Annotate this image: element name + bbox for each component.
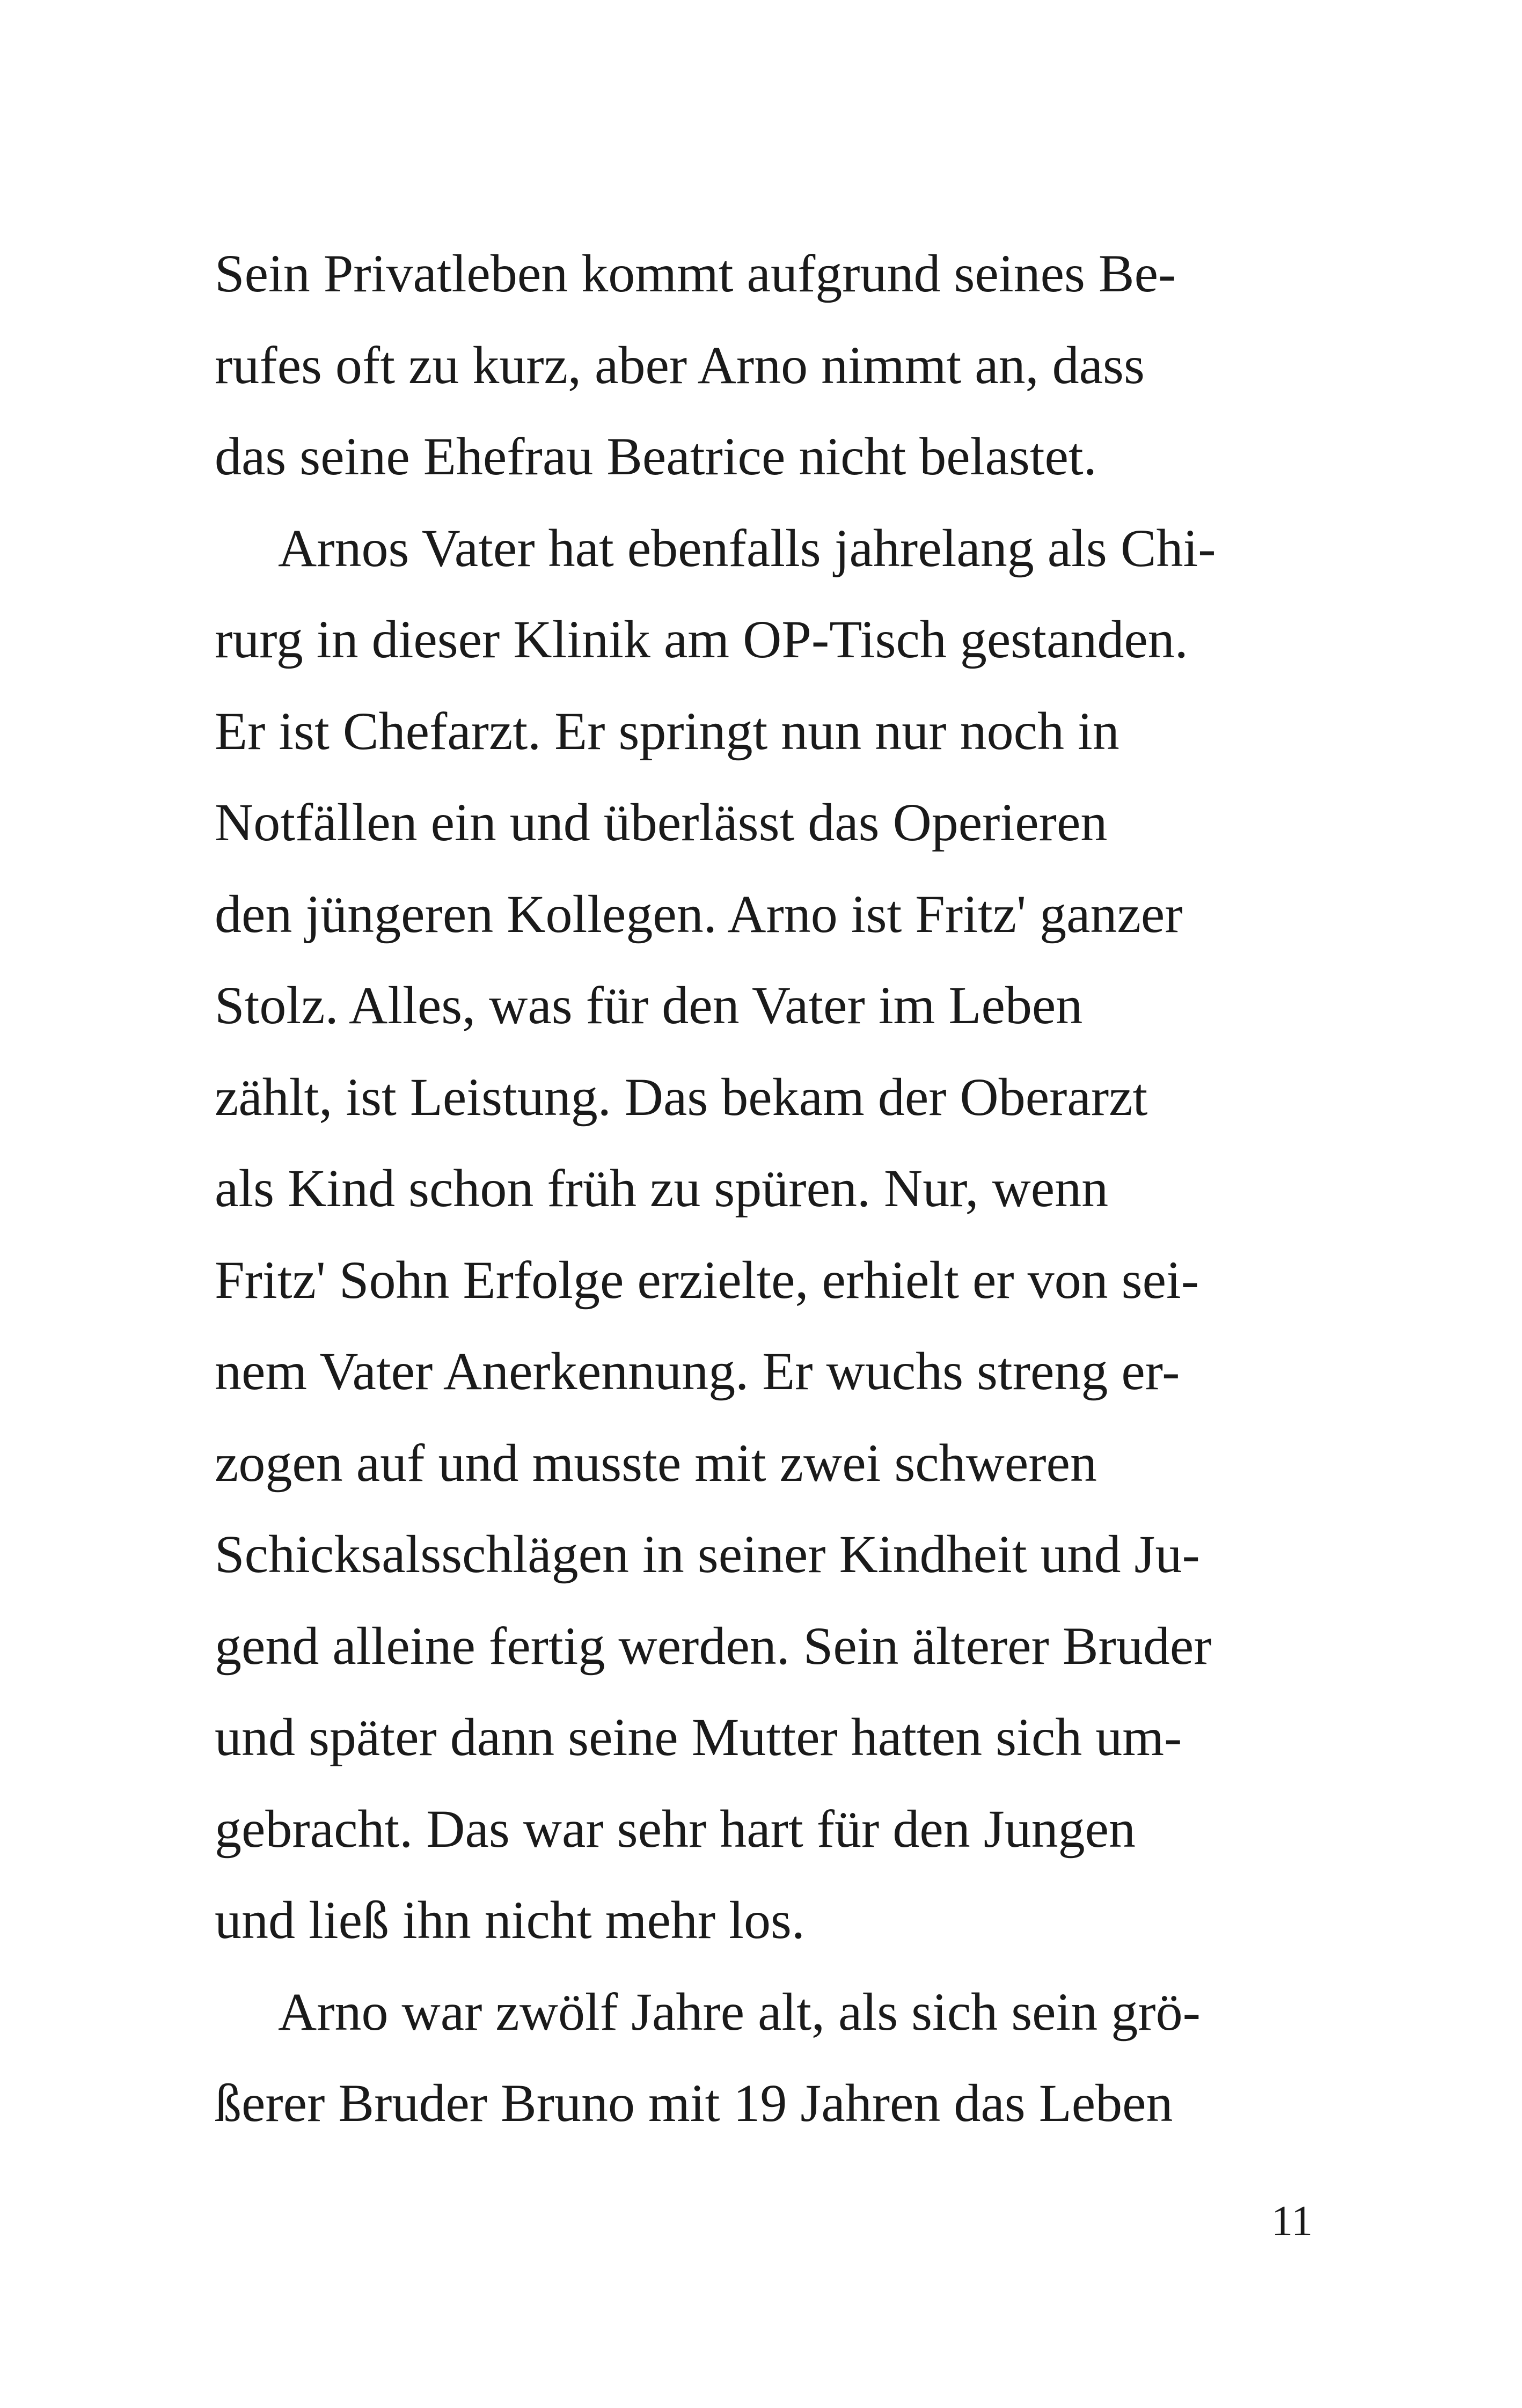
text-line: als Kind schon früh zu spüren. Nur, wenn xyxy=(215,1158,1109,1218)
text-line: das seine Ehefrau Beatrice nicht belastet. xyxy=(215,427,1097,486)
text-line: Notfällen ein und überlässt das Operieren xyxy=(215,792,1108,852)
body-text xyxy=(215,228,1331,2149)
text-line: gend alleine fertig werden. Sein älterer Bruder xyxy=(215,1616,1212,1676)
text-line: und später dann seine Mutter hatten sich um- xyxy=(215,1707,1182,1767)
text-line: zählt, ist Leistung. Das bekam der Oberarzt xyxy=(215,1067,1148,1127)
text-line: und ließ ihn nicht mehr los. xyxy=(215,1890,805,1950)
text-line: Stolz. Alles, was für den Vater im Leben xyxy=(215,975,1083,1035)
text-line: den jüngeren Kollegen. Arno ist Fritz' ganzer xyxy=(215,884,1183,944)
paragraph-start-line: Arnos Vater hat ebenfalls jahrelang als Chi- xyxy=(278,518,1216,578)
text-line: ßerer Bruder Bruno mit 19 Jahren das Leben xyxy=(215,2073,1173,2133)
page-number: 11 xyxy=(1271,2198,1313,2245)
text-line: Er ist Chefarzt. Er springt nun nur noch in xyxy=(215,701,1119,761)
text-line: gebracht. Das war sehr hart für den Jungen xyxy=(215,1798,1136,1859)
text-line: Schicksalsschlägen in seiner Kindheit und Ju- xyxy=(215,1524,1200,1584)
text-line: Sein Privatleben kommt aufgrund seines Be- xyxy=(215,244,1176,303)
text-line: nem Vater Anerkennung. Er wuchs streng er- xyxy=(215,1341,1180,1401)
paragraph-start-line: Arno war zwölf Jahre alt, als sich sein grö- xyxy=(278,1981,1201,2042)
text-line: Fritz' Sohn Erfolge erzielte, erhielt er von sei- xyxy=(215,1250,1199,1310)
text-line: rufes oft zu kurz, aber Arno nimmt an, dass xyxy=(215,335,1145,395)
text-line: zogen auf und musste mit zwei schweren xyxy=(215,1433,1097,1493)
text-line: rurg in dieser Klinik am OP-Tisch gestanden. xyxy=(215,610,1188,669)
